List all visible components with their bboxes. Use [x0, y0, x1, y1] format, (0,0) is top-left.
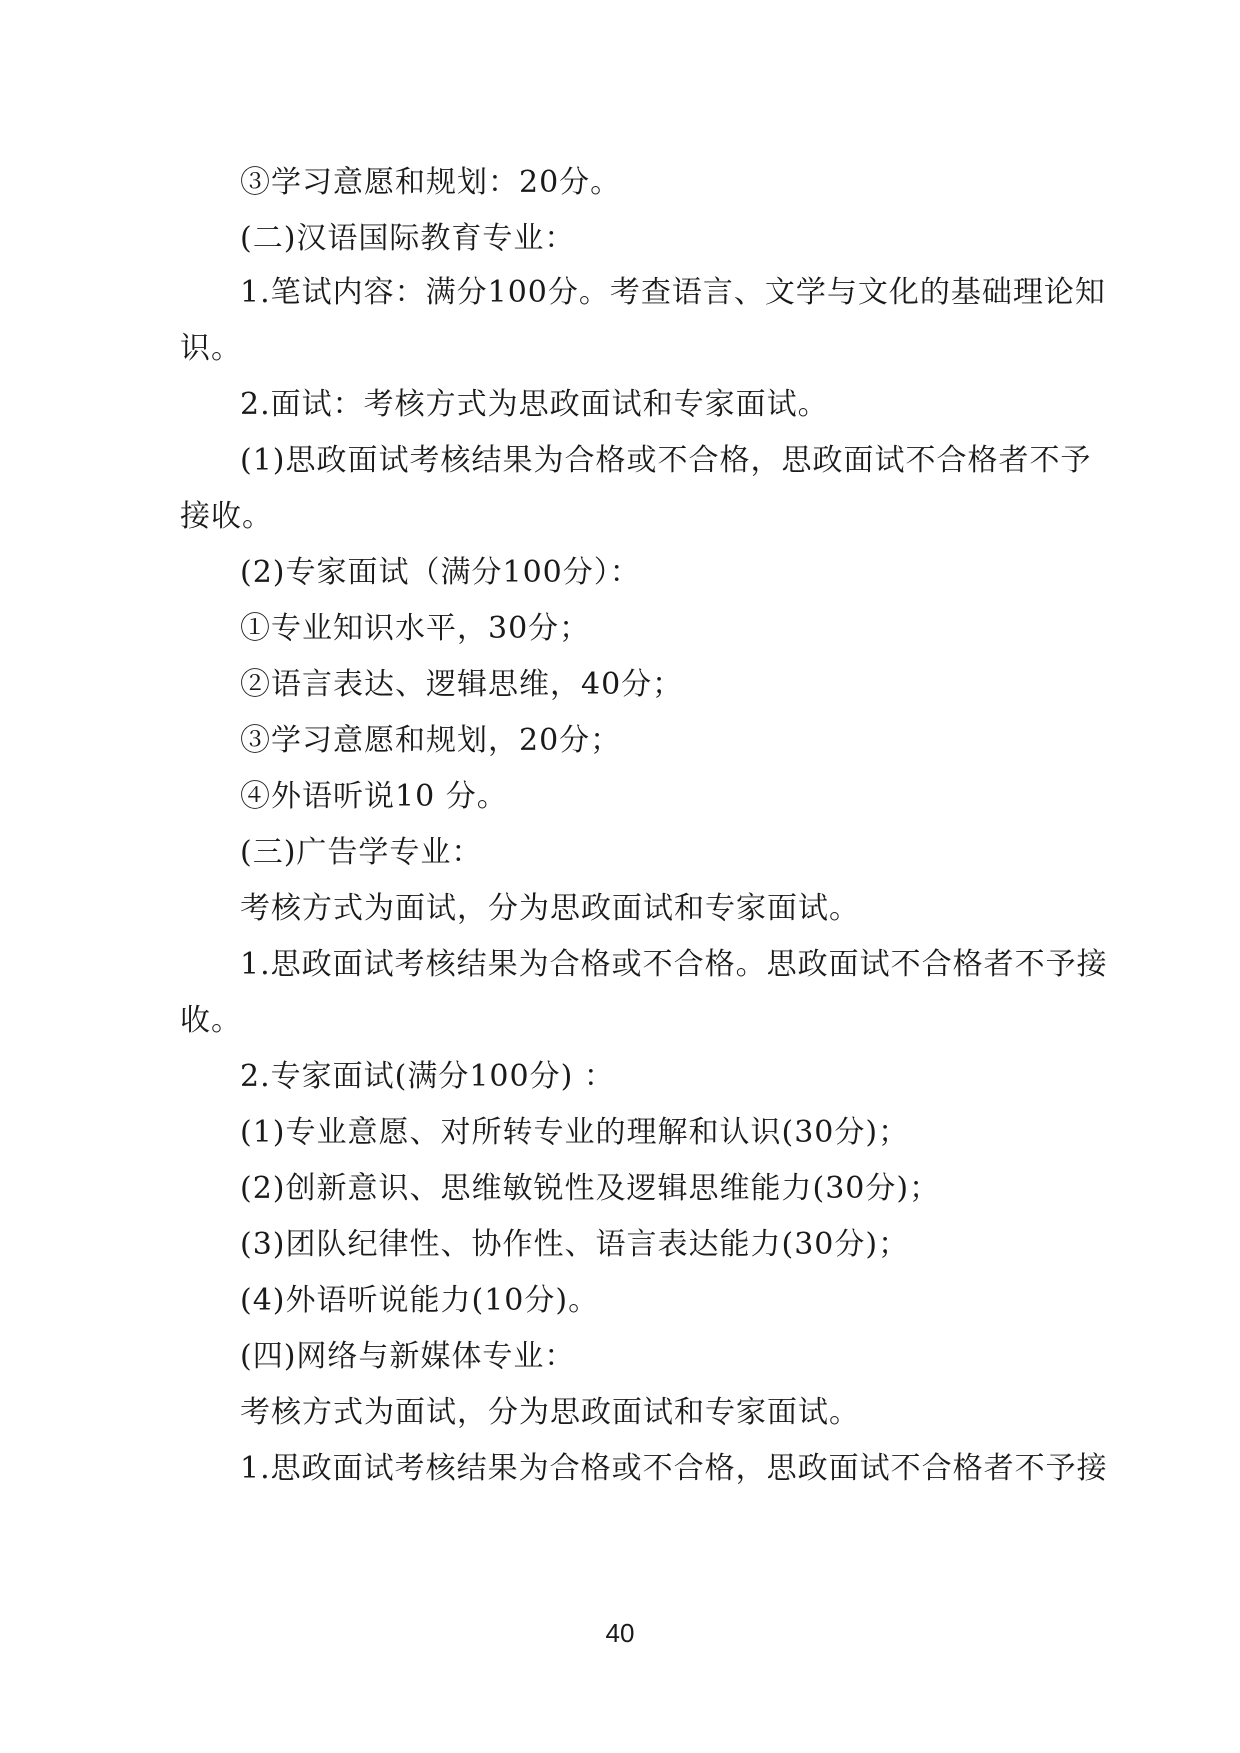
list-item: (1)专业意愿、对所转专业的理解和认识(30分)；: [240, 1115, 910, 1150]
text-line: (2)专家面试（满分100分）：: [240, 555, 641, 590]
text-line: ③学习意愿和规划：20分。: [240, 165, 622, 200]
text-line-continuation: 接收。: [180, 499, 273, 534]
section-heading: (四)网络与新媒体专业：: [240, 1339, 576, 1374]
list-item: ②语言表达、逻辑思维，40分；: [240, 667, 684, 702]
list-item: (2)创新意识、思维敏锐性及逻辑思维能力(30分)；: [240, 1171, 941, 1206]
text-line: 考核方式为面试，分为思政面试和专家面试。: [240, 891, 860, 926]
section-heading: (二)汉语国际教育专业：: [240, 221, 576, 256]
page-number: 40: [605, 1618, 635, 1648]
text-line-continuation: 识。: [180, 331, 242, 366]
section-heading: (三)广告学专业：: [240, 835, 483, 870]
text-line: 1.思政面试考核结果为合格或不合格，思政面试不合格者不予接: [240, 1451, 1108, 1486]
text-line: (1)思政面试考核结果为合格或不合格，思政面试不合格者不予: [240, 443, 1092, 478]
list-item: ③学习意愿和规划，20分；: [240, 723, 622, 758]
list-item: ①专业知识水平，30分；: [240, 611, 591, 646]
list-item: ④外语听说10 分。: [240, 779, 508, 814]
text-line: 考核方式为面试，分为思政面试和专家面试。: [240, 1395, 860, 1430]
text-line: 2.专家面试(满分100分) ：: [240, 1059, 615, 1094]
text-line: 2.面试：考核方式为思政面试和专家面试。: [240, 387, 829, 422]
list-item: (4)外语听说能力(10分)。: [240, 1283, 600, 1318]
text-line: 1.笔试内容：满分100分。考查语言、文学与文化的基础理论知: [240, 275, 1106, 310]
text-line-continuation: 收。: [180, 1003, 242, 1038]
text-line: 1.思政面试考核结果为合格或不合格。思政面试不合格者不予接: [240, 947, 1108, 982]
list-item: (3)团队纪律性、协作性、语言表达能力(30分)；: [240, 1227, 910, 1262]
